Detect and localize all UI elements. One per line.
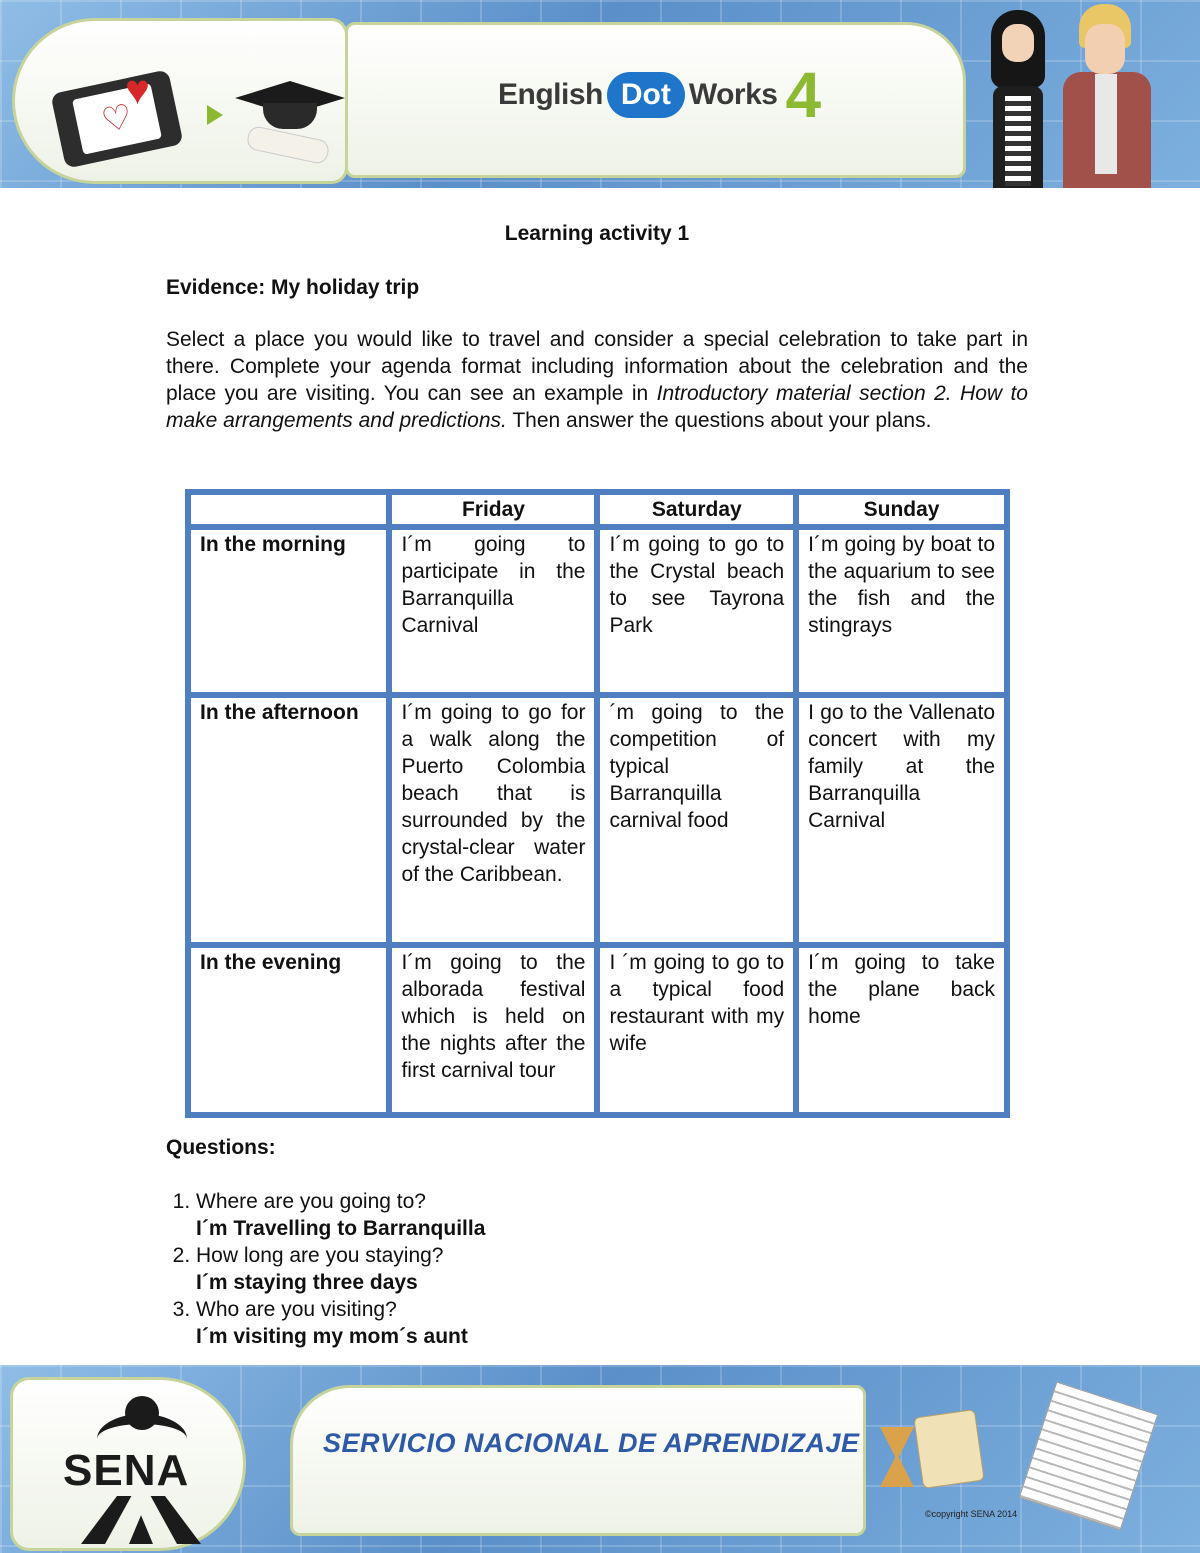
row-header-morning: In the morning: [188, 527, 389, 695]
evidence-heading: Evidence: My holiday trip: [166, 276, 420, 299]
answer-text: I´m staying three days: [196, 1271, 418, 1294]
question-item: [196, 1242, 896, 1296]
girl-character-icon: [987, 10, 1049, 188]
logo-word-dot: Dot: [607, 72, 685, 118]
diploma-icon: [245, 125, 330, 166]
row-header-afternoon: In the afternoon: [188, 695, 389, 945]
sena-logo: [61, 1394, 221, 1544]
boy-character-icon: [1057, 0, 1157, 188]
cell-evening-sunday: I´m going to take the plane back home: [796, 945, 1007, 1115]
instructions-text-2: Then answer the questions about your plans.: [506, 409, 932, 432]
answer-text: I´m visiting my mom´s aunt: [196, 1325, 468, 1348]
logo-word-english: English: [498, 78, 603, 111]
cell-morning-saturday: I´m going to go to the Crystal beach to see Tayrona Park: [597, 527, 796, 695]
column-header-saturday: Saturday: [597, 492, 796, 527]
cell-afternoon-sunday: I go to the Vallenato concert with my family at the Barranquilla Carnival: [796, 695, 1007, 945]
column-header-friday: Friday: [389, 492, 597, 527]
logo-word-works: Works: [688, 78, 778, 111]
questions-list: [166, 1188, 896, 1350]
heart-icon: ♥: [125, 66, 150, 113]
question-item: [196, 1296, 896, 1350]
agenda-row-evening: [188, 945, 1007, 1115]
institution-name: SERVICIO NACIONAL DE APRENDIZAJE: [323, 1428, 860, 1458]
instructions-text-1: Select a place you would like to travel and consider a special celebration to take part in there. Complete your agenda format including information about the celebration and the place you are visiting. You can see an example in: [166, 328, 1028, 405]
cell-afternoon-friday: I´m going to go for a walk along the Puerto Colombia beach that is surrounded by the crystal-clear water of the Caribbean.: [389, 695, 597, 945]
question-text: Where are you going to?: [196, 1190, 426, 1213]
row-header-evening: In the evening: [188, 945, 389, 1115]
sena-logo-text: SENA: [63, 1446, 190, 1495]
cell-evening-friday: I´m going to the alborada festival which is held on the nights after the first carnival tour: [389, 945, 597, 1115]
footer-title-panel: [290, 1385, 866, 1536]
footer-banner: [0, 1365, 1200, 1553]
sena-logo-panel: [10, 1377, 246, 1551]
instructions-reference: Introductory material section 2. How to make arrangements and predictions.: [166, 382, 1028, 432]
agenda-icon: ♡: [50, 69, 183, 168]
header-illustration-panel: [12, 18, 348, 184]
column-header-sunday: Sunday: [796, 492, 1007, 527]
copyright-text: ©copyright SENA 2014: [925, 1509, 1018, 1519]
question-text: Who are you visiting?: [196, 1298, 397, 1321]
graduation-cap-icon: [235, 71, 345, 171]
characters-illustration: [965, 0, 1200, 188]
header-banner: [0, 0, 1200, 188]
cell-morning-friday: I´m going to participate in the Barranquilla Carnival: [389, 527, 597, 695]
agenda-corner-cell: [188, 492, 389, 527]
agenda-row-afternoon: [188, 695, 1007, 945]
questions-heading: Questions:: [166, 1136, 276, 1159]
agenda-header-row: [188, 492, 1007, 527]
page-title: Learning activity 1: [504, 222, 690, 245]
cell-evening-saturday: I ´m going to go to a typical food restaurant with my wife: [597, 945, 796, 1115]
instructions-paragraph: [166, 326, 1028, 434]
agenda-row-morning: [188, 527, 1007, 695]
arrow-right-icon: [207, 105, 223, 125]
logo-number: 4: [785, 59, 822, 131]
question-text: How long are you staying?: [196, 1244, 444, 1267]
agenda-table: [185, 489, 1010, 1118]
english-dot-works-logo: [498, 55, 821, 135]
header-title-panel: [345, 22, 966, 178]
document-icon: [1019, 1381, 1158, 1530]
cell-morning-sunday: I´m going by boat to the aquarium to see the fish and the stingrays: [796, 527, 1007, 695]
answer-text: I´m Travelling to Barranquilla: [196, 1217, 486, 1240]
cell-afternoon-saturday: ´m going to the competition of typical Barranquilla carnival food: [597, 695, 796, 945]
question-item: [196, 1188, 896, 1242]
hourglass-icon: [880, 1427, 914, 1487]
scroll-icon: [913, 1409, 984, 1489]
document-body: [166, 222, 1028, 434]
